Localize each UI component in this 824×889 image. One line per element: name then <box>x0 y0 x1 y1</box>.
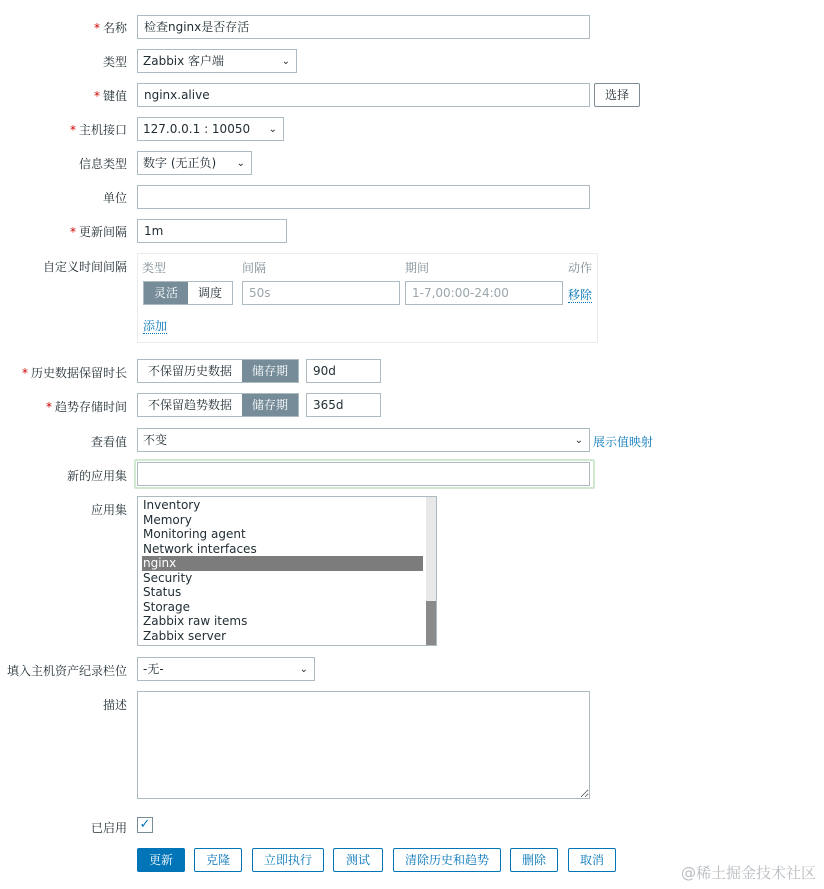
history-label: * 历史数据保留时长 <box>21 366 127 380</box>
chevron-down-icon: ⌄ <box>236 158 245 169</box>
description-label: 描述 <box>102 698 127 712</box>
type-select[interactable]: Zabbix 客户端 ⌄ <box>137 49 297 73</box>
update-button[interactable]: 更新 <box>137 848 185 872</box>
show-value-mapping-link[interactable]: 展示值映射 <box>593 435 654 449</box>
list-item[interactable]: Memory <box>143 512 192 527</box>
chevron-down-icon: ⌄ <box>268 124 277 135</box>
remove-interval-link[interactable]: 移除 <box>568 288 593 302</box>
list-item-selected[interactable]: nginx <box>142 556 423 571</box>
custom-intervals-header-type: 类型 <box>142 261 167 275</box>
inventory-field-label: 填入主机资产纪录栏位 <box>6 664 127 678</box>
scrollbar-thumb[interactable] <box>426 601 436 645</box>
execute-now-button[interactable]: 立即执行 <box>252 848 324 872</box>
history-none-option[interactable]: 不保留历史数据 <box>148 364 233 378</box>
trends-segmented <box>137 393 299 417</box>
test-button[interactable]: 测试 <box>333 848 383 872</box>
custom-intervals-label: 自定义时间间隔 <box>42 260 127 274</box>
flexible-option[interactable]: 灵活 <box>144 282 188 304</box>
chevron-down-icon: ⌄ <box>574 435 583 446</box>
applications-scrollbar[interactable] <box>426 497 436 645</box>
chevron-down-icon: ⌄ <box>299 664 308 675</box>
custom-intervals-header-action: 动作 <box>568 261 593 275</box>
watermark: @稀土掘金技术社区 <box>680 864 816 882</box>
inventory-field-select[interactable]: -无- ⌄ <box>137 657 315 681</box>
add-interval-link[interactable]: 添加 <box>143 319 168 333</box>
checkmark-icon: ✓ <box>139 817 151 832</box>
enabled-checkbox[interactable] <box>137 817 153 833</box>
list-item[interactable]: Status <box>143 585 182 599</box>
key-input[interactable]: nginx.alive <box>137 83 590 107</box>
custom-interval-input[interactable]: 50s <box>242 281 400 305</box>
units-label: 单位 <box>102 191 127 205</box>
show-value-label: 查看值 <box>90 435 127 449</box>
name-input[interactable]: 检查nginx是否存活 <box>137 15 590 39</box>
info-type-select[interactable]: 数字 (无正负) ⌄ <box>137 151 252 175</box>
new-application-label: 新的应用集 <box>66 469 127 483</box>
history-store-option[interactable]: 储存期 <box>242 360 298 382</box>
cancel-button[interactable]: 取消 <box>568 848 616 872</box>
host-interface-select[interactable]: 127.0.0.1 : 10050 ⌄ <box>137 117 284 141</box>
info-type-label: 信息类型 <box>78 157 127 171</box>
interval-type-segmented <box>143 281 233 305</box>
description-textarea[interactable] <box>137 691 590 799</box>
trends-none-option[interactable]: 不保留趋势数据 <box>148 398 233 412</box>
list-item[interactable]: Inventory <box>143 498 201 512</box>
list-item[interactable]: Zabbix raw items <box>143 614 248 628</box>
clone-button[interactable]: 克隆 <box>194 848 242 872</box>
update-interval-label: * 更新间隔 <box>69 225 127 239</box>
history-input[interactable]: 90d <box>306 359 381 383</box>
key-select-button[interactable]: 选择 <box>594 83 640 107</box>
scheduling-option[interactable]: 调度 <box>198 286 223 300</box>
trends-store-option[interactable]: 储存期 <box>242 394 298 416</box>
host-interface-label: * 主机接口 <box>69 123 127 137</box>
list-item[interactable]: Security <box>143 570 193 585</box>
show-value-select[interactable]: 不变 ⌄ <box>137 428 590 452</box>
chevron-down-icon: ⌄ <box>281 56 290 67</box>
clear-history-button[interactable]: 清除历史和趋势 <box>393 848 501 872</box>
type-label: 类型 <box>102 55 127 69</box>
trends-label: * 趋势存储时间 <box>45 400 127 414</box>
key-label: * 键值 <box>93 89 127 103</box>
enabled-label: 已启用 <box>90 821 127 835</box>
applications-label: 应用集 <box>90 503 127 517</box>
delete-button[interactable]: 删除 <box>510 848 558 872</box>
new-application-input[interactable] <box>137 462 590 486</box>
custom-intervals-header-interval: 间隔 <box>242 261 267 275</box>
custom-period-input[interactable]: 1-7,00:00-24:00 <box>405 281 563 305</box>
history-segmented <box>137 359 299 383</box>
custom-intervals-header-period: 期间 <box>405 261 430 275</box>
update-interval-input[interactable]: 1m <box>137 219 287 243</box>
units-input[interactable] <box>137 185 590 209</box>
trends-input[interactable]: 365d <box>306 393 381 417</box>
list-item[interactable]: Monitoring agent <box>143 527 246 541</box>
applications-listbox[interactable] <box>137 496 437 646</box>
name-label: * 名称 <box>93 21 127 35</box>
list-item[interactable]: Network interfaces <box>143 541 257 556</box>
list-item[interactable]: Storage <box>143 599 190 614</box>
list-item[interactable]: Zabbix server <box>143 628 227 643</box>
